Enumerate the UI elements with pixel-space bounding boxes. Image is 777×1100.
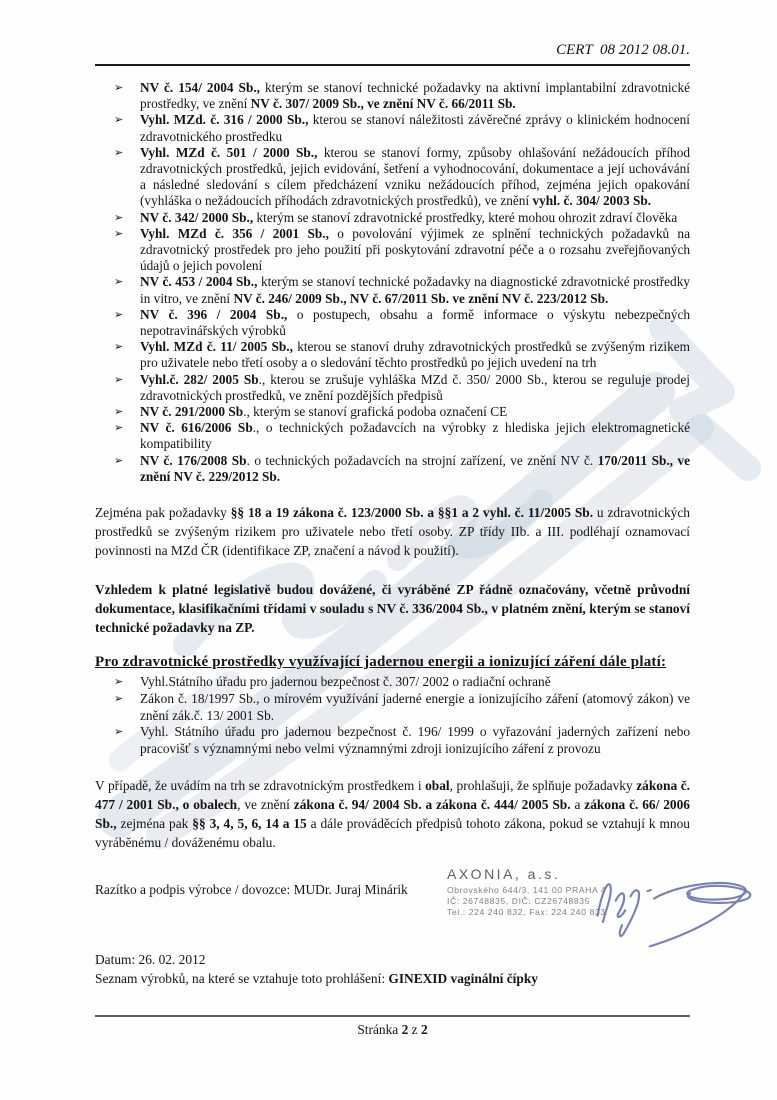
bullet-arrow-icon: ➢ bbox=[114, 210, 124, 224]
list-item bbox=[114, 674, 690, 691]
bold-text-segment: Vyhl. MZd č. 356 / 2001 Sb., bbox=[140, 225, 338, 241]
text-segment: ., o technických požadavcích na výrobky z hlediska jejich elektromagnetické kompatibility bbox=[140, 420, 691, 452]
date-line: Datum: 26. 02. 2012 bbox=[95, 952, 206, 968]
list-item-text bbox=[140, 274, 690, 305]
bold-text-segment: 2 bbox=[420, 1022, 428, 1037]
stamp-signature-row bbox=[95, 860, 690, 946]
text-segment: o povolování výjimek ze splnění technických požadavků na zdravotnický prostředek pro jeho použití při poskytování zdravotní péče a o rozsahu zveřejňovaných údajů o jejich povolení bbox=[140, 225, 690, 274]
text-segment: zejména pak bbox=[116, 816, 193, 832]
page-number bbox=[95, 1021, 690, 1038]
nuclear-section-heading: Pro zdravotnické prostředky využívající jadernou energii a ionizující záření dále platí: bbox=[95, 654, 667, 671]
bold-text-segment: NV č. 616/2006 Sb bbox=[140, 420, 253, 436]
bold-text-segment: Vyhl.č. 282/ 2005 Sb bbox=[140, 371, 259, 387]
bold-text-segment: zákona č. 94/ 2004 Sb. a zákona č. 444/ 2005 Sb. bbox=[293, 797, 571, 813]
list-item bbox=[114, 306, 691, 339]
list-item bbox=[114, 274, 691, 306]
text-segment: Zákon č. 18/1997 Sb., o mírovém využívání jaderné energie a ionizujícího záření (atomový zákon) ve znění zák.č. 13/ 2001 Sb. bbox=[140, 690, 690, 723]
text-segment: Seznam výrobků, na které se vztahuje toto prohlášení: bbox=[95, 971, 389, 987]
bullet-arrow-icon: ➢ bbox=[114, 275, 124, 289]
list-item-text bbox=[140, 691, 690, 723]
bold-text-segment: 2 bbox=[401, 1022, 409, 1037]
list-item bbox=[114, 112, 690, 144]
footer-rule bbox=[95, 1015, 690, 1017]
bold-text-segment: NV č. 453 / 2004 Sb., bbox=[140, 274, 261, 290]
stamp-address: Obrovského 644/3, 141 00 PRAHA 4 bbox=[447, 885, 607, 896]
bullet-arrow-icon: ➢ bbox=[114, 340, 124, 354]
handwritten-signature bbox=[587, 846, 757, 950]
bold-text-segment: Vzhledem k platné legislativě budou dovážené, či vyráběné ZP řádně označovány, včetně průvodní dokumentace, klasifikačními třídami v souladu s NV č. 336/2004 Sb., v platném znění, kterým se stanoví technické požadavky na ZP. bbox=[95, 582, 690, 636]
text-segment: u zdravotnických prostředků se zvýšeným rizikem pro uživatele nebo třetí osoby. ZP třídy IIb. a III. podléhají oznamovací povinnosti na MZd ČR (identifikace ZP, značení a návod k použití). bbox=[95, 505, 690, 559]
bold-text-segment: Vyhl. MZd č. 11/ 2005 Sb., bbox=[140, 339, 298, 355]
bold-text-segment: Vyhl. MZd. č. 316 / 2000 Sb., bbox=[140, 112, 313, 128]
bullet-arrow-icon: ➢ bbox=[114, 675, 124, 689]
text-segment: ., kterou se zrušuje vyhláška MZd č. 350/ 2000 Sb., kterou se reguluje prodej zdravotnických prostředků, ve znění pozdějších předpisů bbox=[140, 371, 690, 403]
bold-text-segment: NV č. 396 / 2004 Sb., bbox=[140, 306, 297, 322]
list-item-text bbox=[140, 724, 690, 756]
list-item bbox=[114, 144, 690, 210]
text-segment: Stránka bbox=[357, 1022, 402, 1037]
bold-text-segment: zákona č. 477 / 2001 Sb., o obalech bbox=[95, 778, 690, 813]
bullet-arrow-icon: ➢ bbox=[114, 226, 124, 240]
list-item-text bbox=[140, 210, 677, 225]
list-item bbox=[114, 690, 690, 725]
list-item bbox=[114, 371, 690, 404]
company-stamp bbox=[447, 866, 606, 918]
text-segment: Vyhl.Státního úřadu pro jadernou bezpečnost č. 307/ 2002 o radiační ochraně bbox=[140, 674, 551, 690]
text-segment: z bbox=[408, 1022, 421, 1037]
list-item-text bbox=[140, 420, 690, 451]
text-segment: , prohlašuji, že splňuje požadavky bbox=[449, 778, 637, 794]
text-segment: kterou se stanoví náležitosti závěrečné zprávy o klinickém hodnocení zdravotnického prostředku bbox=[140, 112, 690, 144]
bullet-arrow-icon: ➢ bbox=[114, 81, 124, 94]
bold-text-segment: NV č. 342/ 2000 Sb., bbox=[140, 209, 257, 225]
list-item-text bbox=[140, 112, 690, 143]
products-line bbox=[95, 969, 690, 988]
text-segment: a dále prováděcích předpisů tohoto zákona, pokud se vztahují k mnou vyráběnému / dováženému obalu. bbox=[95, 816, 690, 851]
bold-text-segment: NV č. 291/2000 Sb bbox=[140, 404, 244, 420]
bold-text-segment: Vyhl. MZd č. 501 / 2000 Sb., bbox=[140, 144, 324, 160]
bullet-arrow-icon: ➢ bbox=[114, 691, 124, 705]
bold-text-segment: obal bbox=[425, 778, 450, 794]
page-footer bbox=[95, 1015, 690, 1038]
text-segment: kterým se stanoví technické požadavky na aktivní implantabilní zdravotnické prostředky, ve znění bbox=[140, 80, 690, 112]
bullet-arrow-icon: ➢ bbox=[114, 113, 124, 127]
list-item bbox=[114, 339, 690, 371]
bullet-arrow-icon: ➢ bbox=[114, 405, 124, 419]
bold-text-segment: vyhl. č. 304/ 2003 Sb. bbox=[532, 193, 652, 209]
text-segment: kterým se stanoví technické požadavky na diagnostické zdravotnické prostředky in vitro, ve znění bbox=[140, 274, 691, 306]
bold-text-segment: NV č. 176/2008 Sb bbox=[140, 452, 247, 468]
list-item bbox=[114, 225, 690, 275]
bullet-arrow-icon: ➢ bbox=[114, 725, 124, 739]
stamp-company-name: AXONIA, a.s. bbox=[447, 866, 561, 883]
bold-text-segment: NV č. 246/ 2009 Sb., NV č. 67/2011 Sb. ve znění NV č. 223/2012 Sb. bbox=[233, 290, 609, 306]
list-item-text bbox=[140, 80, 690, 111]
text-segment: , ve znění bbox=[237, 797, 294, 813]
list-item-text bbox=[140, 674, 551, 689]
bold-text-segment: §§ 18 a 19 zákona č. 123/2000 Sb. a §§1 a 2 vyhl. č. 11/2005 Sb. bbox=[230, 505, 594, 521]
list-item-text bbox=[140, 339, 690, 370]
list-item-text bbox=[140, 145, 690, 209]
stamp-id-line: IČ: 26748835, DIČ: CZ26748835 bbox=[447, 896, 591, 907]
header-rule bbox=[95, 64, 690, 66]
regulations-list bbox=[95, 80, 690, 485]
bullet-arrow-icon: ➢ bbox=[114, 307, 124, 321]
list-item bbox=[114, 420, 691, 452]
text-segment: o postupech, obsahu a formě informace o výskytu nebezpečných nepotravinářských výrobků bbox=[140, 306, 691, 339]
list-item-text bbox=[140, 404, 507, 419]
paragraph-vzhledem bbox=[95, 580, 690, 637]
list-item-text bbox=[140, 372, 690, 403]
bullet-arrow-icon: ➢ bbox=[114, 145, 124, 159]
list-item bbox=[114, 80, 690, 112]
bold-text-segment: zákona č. 66/ 2006 Sb., bbox=[95, 797, 691, 832]
paragraph-zejmena bbox=[95, 503, 690, 560]
paragraph-obal bbox=[95, 776, 690, 852]
bullet-arrow-icon: ➢ bbox=[114, 372, 124, 386]
text-segment: Vyhl. Státního úřadu pro jadernou bezpečnost č. 196/ 1999 o vyřazování jaderných zařízení nebo pracovišť s významnými nebo velmi významnými zdroji ionizujícího záření z provozu bbox=[140, 724, 690, 757]
list-item-text bbox=[140, 453, 690, 484]
bold-text-segment: 170/2011 Sb., ve znění NV č. 229/2012 Sb. bbox=[140, 452, 691, 484]
text-segment: V případě, že uvádím na trh se zdravotnickým prostředkem i bbox=[95, 778, 426, 794]
bold-text-segment: §§ 3, 4, 5, 6, 14 a 15 bbox=[192, 816, 307, 832]
list-item-text bbox=[140, 226, 690, 273]
text-segment: a bbox=[570, 797, 585, 813]
stamp-tel-line: Tel.: 224 240 832, Fax: 224 240 833 bbox=[447, 907, 606, 918]
text-segment: ., kterým se stanoví grafická podoba označení CE bbox=[243, 404, 508, 420]
text-segment: kterou se stanoví formy, způsoby ohlašování nežádoucích příhod zdravotnických prostředků, jejich evidování, šetření a vyhodnocování, dokumentace a její uchovávání a následné sledování s cílem předcházení vzniku nežádoucích příhod, zejména jejich opakování (vyhláška o nežádoucích příhodách zdravotnických prostředků), ve znění bbox=[140, 144, 690, 209]
bold-text-segment: GINEXID vaginální čípky bbox=[388, 971, 538, 987]
text-segment: Zejména pak požadavky bbox=[95, 505, 231, 521]
nuclear-regulations-list bbox=[95, 674, 690, 758]
stamp-signature-label: Razítko a podpis výrobce / dovozce: MUDr. Juraj Minárik bbox=[95, 882, 408, 898]
list-item bbox=[114, 209, 690, 226]
document-code: CERT 08 2012 08.01. bbox=[556, 42, 690, 58]
bold-text-segment: NV č. 307/ 2009 Sb., ve znění NV č. 66/2011 Sb. bbox=[250, 96, 516, 112]
text-segment: . o technických požadavcích na strojní zařízení, ve znění NV č. bbox=[246, 452, 598, 468]
list-item bbox=[114, 452, 691, 485]
text-segment: kterou se stanoví druhy zdravotnických prostředků se zvýšeným rizikem pro uživatele nebo třetí osoby a o sledování těchto prostředků po jejich uvedení na trh bbox=[140, 339, 690, 371]
bold-text-segment: NV č. 154/ 2004 Sb., bbox=[140, 80, 266, 95]
list-item-text bbox=[140, 307, 690, 338]
bullet-arrow-icon: ➢ bbox=[114, 421, 124, 435]
bullet-arrow-icon: ➢ bbox=[114, 453, 124, 467]
list-item bbox=[114, 404, 690, 420]
list-item bbox=[114, 724, 690, 758]
text-segment: kterým se stanoví zdravotnické prostředky, které mohou ohrozit zdraví člověka bbox=[256, 209, 678, 225]
